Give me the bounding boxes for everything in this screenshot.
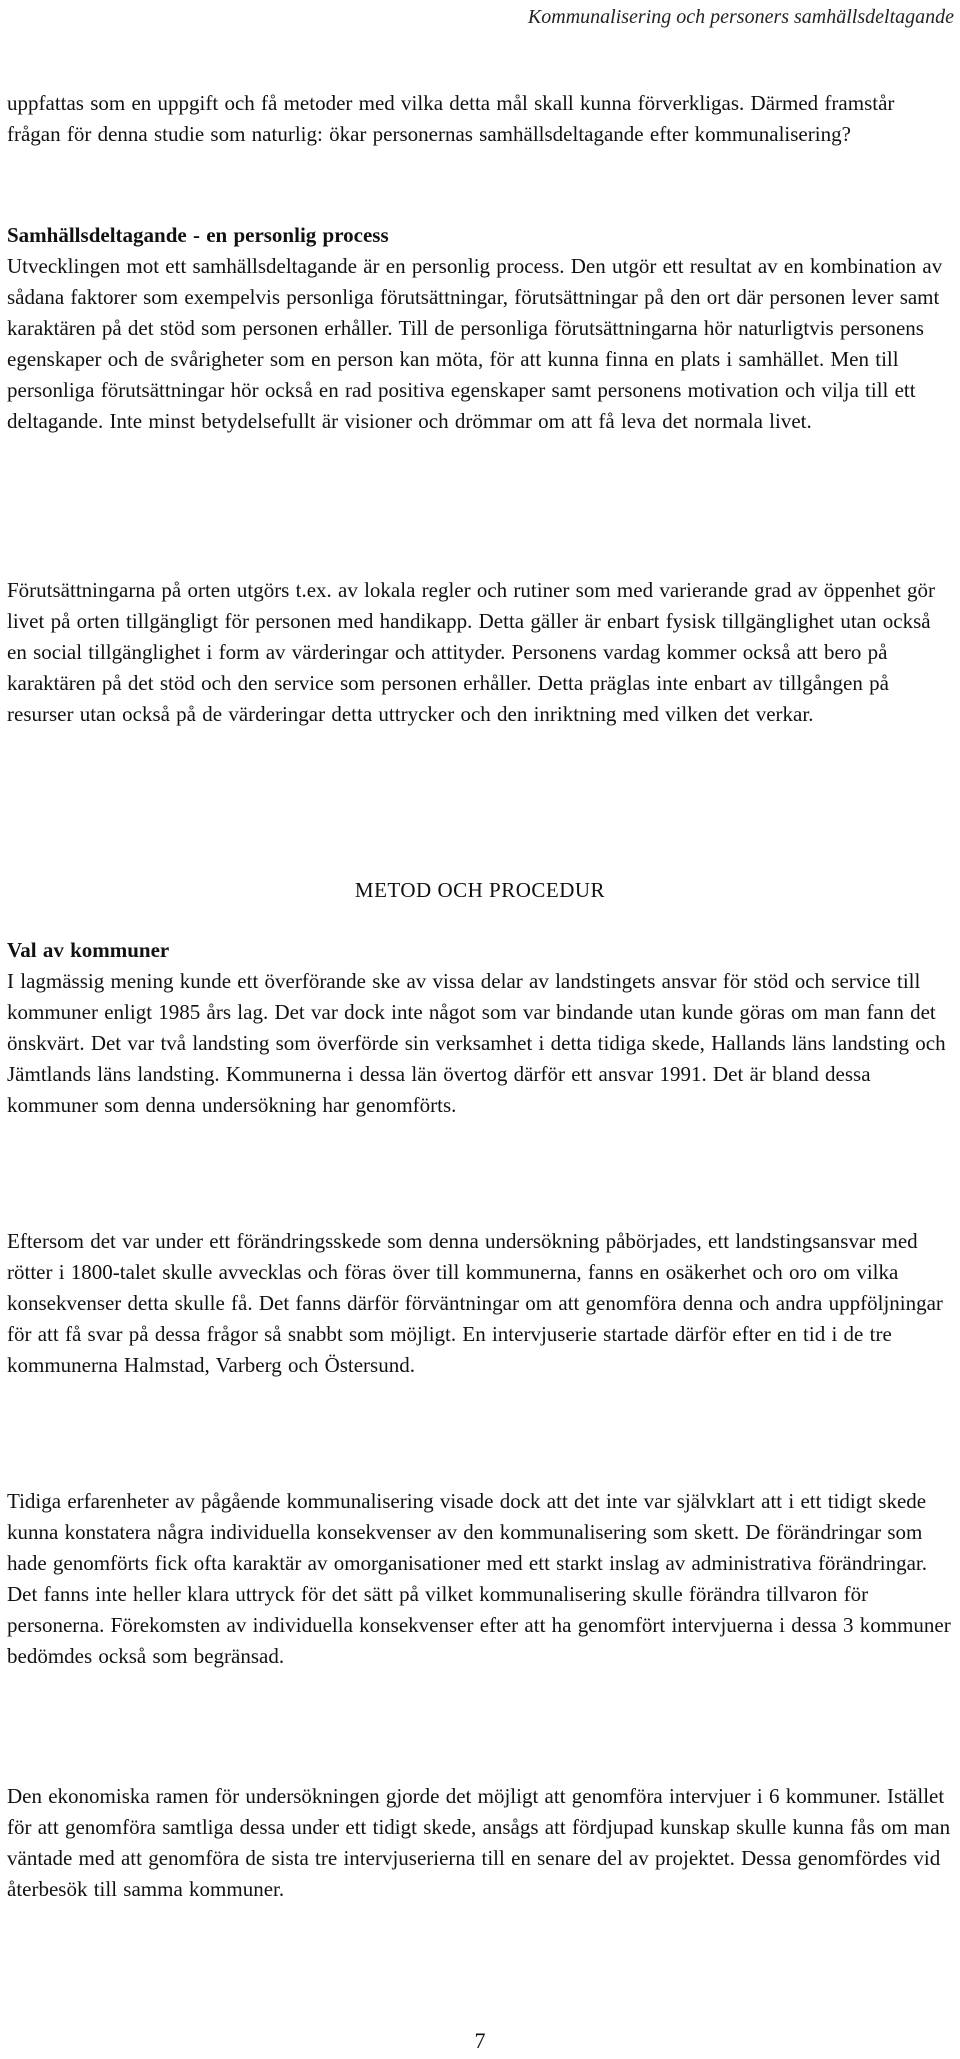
section-choice-of-municipalities — [7, 935, 952, 1121]
body-paragraph: I lagmässig mening kunde ett överförande ske av vissa delar av landstingets ansvar för stöd och service till kommuner enligt 1985 års lag. Det var dock inte något som var bindande utan kunde göras om man fann det önskvärt. Det var två landsting som överförde sin verksamhet i detta tidiga skede, Hallands läns landsting och Jämtlands läns landsting. Kommunerna i dessa län övertog därför ett ansvar 1991. Det är bland dessa kommuner som denna undersökning har genomförts. — [7, 969, 946, 1117]
method-heading: METOD OCH PROCEDUR — [354, 878, 606, 902]
running-header: Kommunalisering och personers samhällsdeltagande — [527, 6, 954, 28]
section-heading: Samhällsdeltagande - en personlig process — [7, 223, 389, 247]
intro-paragraph — [7, 88, 952, 150]
body-paragraph: Förutsättningarna på orten utgörs t.ex. av lokala regler och rutiner som med varierande grad av öppenhet gör livet på orten tillgängligt för personen med handikapp. Detta gäller är enbart fysisk tillgänglighet utan också en social tillgänglighet i form av värderingar och attityder. Personens vardag kommer också att bero på karaktären på det stöd och den service som personen erhåller. Detta präglas inte enbart av tillgången på resurser utan också på de värderingar detta uttrycker och den inriktning med vilken det verkar. — [7, 578, 936, 726]
body-paragraph: Utvecklingen mot ett samhällsdeltagande är en personlig process. Den utgör ett resultat av en kombination av sådana faktorer som exempelvis personliga förutsättningar, förutsättningar på den ort där personen lever samt karaktären på det stöd som personen erhåller. Till de personliga förutsättningarna hör naturligtvis personens egenskaper och de svårigheter som en person kan möta, för att kunna finna en plats i samhället. Men till personliga förutsättningar hör också en rad positiva egenskaper samt personens motivation och vilja till ett deltagande. Inte minst betydelsefullt är visioner och drömmar om att få leva det normala livet. — [7, 254, 943, 433]
page-number: 7 — [474, 2028, 486, 2053]
intro-text: uppfattas som en uppgift och få metoder med vilka detta mål skall kunna förverkligas. Därmed framstår frågan för denna studie som naturlig: ökar personernas samhällsdeltagande efter kommunalisering? — [7, 91, 895, 146]
method-paragraph-2 — [7, 1226, 952, 1381]
section-personal-process — [7, 220, 952, 437]
body-paragraph: Tidiga erfarenheter av pågående kommunalisering visade dock att det inte var självklart att i ett tidigt skede kunna konstatera några individuella konsekvenser av den kommunalisering som skett. De förändringar som hade genomförts fick ofta karaktär av omorganisationer med ett starkt inslag av administrativa förändringar. Det fanns inte heller klara uttryck för det sätt på vilket kommunalisering skulle förändra tillvaron för personerna. Förekomsten av individuella konsekvenser efter att ha genomfört intervjuerna i dessa 3 kommuner bedömdes också som begränsad. — [7, 1489, 951, 1668]
subsection-heading: Val av kommuner — [7, 938, 170, 962]
body-paragraph: Den ekonomiska ramen för undersökningen gjorde det möjligt att genomföra intervjuer i 6 kommuner. Istället för att genomföra samtliga dessa under ett tidigt skede, ansågs att fördjupad kunskap skulle kunna fås om man väntade med att genomföra de sista tre intervjuserierna till en senare del av projektet. Dessa genomfördes vid återbesök till samma kommuner. — [7, 1784, 951, 1901]
method-paragraph-4 — [7, 1781, 952, 1905]
method-paragraph-3 — [7, 1486, 952, 1672]
body-paragraph: Eftersom det var under ett förändringsskede som denna undersökning påbörjades, ett landstingsansvar med rötter i 1800-talet skulle avvecklas och föras över till kommunerna, fanns en osäkerhet och oro om vilka konsekvenser detta skulle få. Det fanns därför förväntningar om att genomföra denna och andra uppföljningar för att få svar på dessa frågor så snabbt som möjligt. En intervjuserie startade därför efter en tid i de tre kommunerna Halmstad, Varberg och Östersund. — [7, 1229, 943, 1377]
section-conditions — [7, 575, 952, 730]
